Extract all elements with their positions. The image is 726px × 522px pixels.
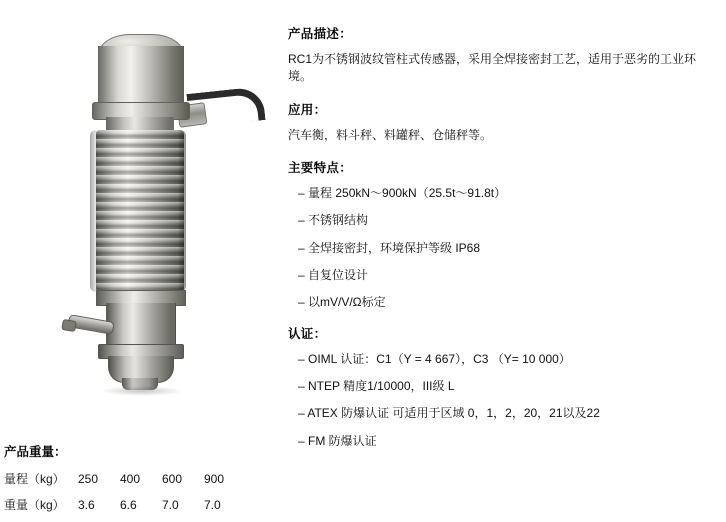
weight-table [4, 442, 286, 522]
table-row [4, 470, 286, 487]
row-label: 量程（kg） [4, 472, 65, 486]
neck [106, 117, 174, 131]
list-item: – FM 防爆认证 [298, 433, 377, 448]
description-heading: 产品描述： [288, 27, 353, 41]
top-body [98, 46, 184, 104]
features-section [288, 158, 718, 310]
features-heading: 主要特点： [288, 161, 353, 176]
table-cell: 3.6 [78, 498, 95, 512]
certification-list [288, 351, 718, 449]
weight-table-heading: 产品重量： [4, 445, 67, 459]
description-section [288, 24, 718, 86]
list-item: – 自复位设计 [298, 267, 369, 282]
list-item: – 全焊接密封，环境保护等级 IP68 [298, 240, 481, 255]
features-list [288, 185, 718, 310]
list-item: – ATEX 防爆认证 可适用于区域 0，1，2，20，21以及22 [298, 406, 600, 421]
product-image-panel [0, 0, 286, 430]
table-cell: 400 [120, 472, 141, 486]
table-cell: 250 [78, 472, 99, 486]
certification-heading: 认证： [288, 327, 327, 342]
table-row [4, 496, 286, 513]
list-item: – NTEP 精度1/10000，III级 L [298, 379, 455, 394]
table-cell: 900 [204, 472, 225, 486]
table-cell: 7.0 [204, 498, 221, 512]
list-item: – 不锈钢结构 [298, 213, 369, 228]
row-label: 重量（kg） [4, 498, 65, 512]
bellows-shade-left [90, 130, 98, 292]
table-cell: 7.0 [162, 498, 179, 512]
load-cell-photo [60, 18, 240, 378]
table-cell: 6.6 [120, 498, 137, 512]
table-cell: 600 [162, 472, 183, 486]
list-item: – OIML 认证：C1（Y = 4 667），C3 （Y= 10 000） [298, 352, 571, 367]
application-body: 汽车衡，料斗秤、料罐秤、仓储秤等。 [288, 127, 493, 142]
certification-section [288, 324, 718, 449]
description-body: RC1为不锈钢波纹管柱式传感器，采用全焊接密封工艺，适用于恶劣的工业环境。 [288, 52, 697, 84]
application-section [288, 100, 718, 144]
list-item: – 以mV/V/Ω标定 [298, 294, 386, 309]
bellows-section [96, 130, 184, 292]
side-nozzle-tip [61, 319, 77, 332]
lower-body [106, 303, 176, 347]
application-heading: 应用： [288, 102, 327, 117]
bellows-shade-right [178, 130, 186, 292]
specification-text [288, 24, 718, 463]
drop-shadow [100, 386, 184, 396]
list-item: – 量程 250kN～900kN（25.5t～91.8t） [298, 186, 507, 201]
